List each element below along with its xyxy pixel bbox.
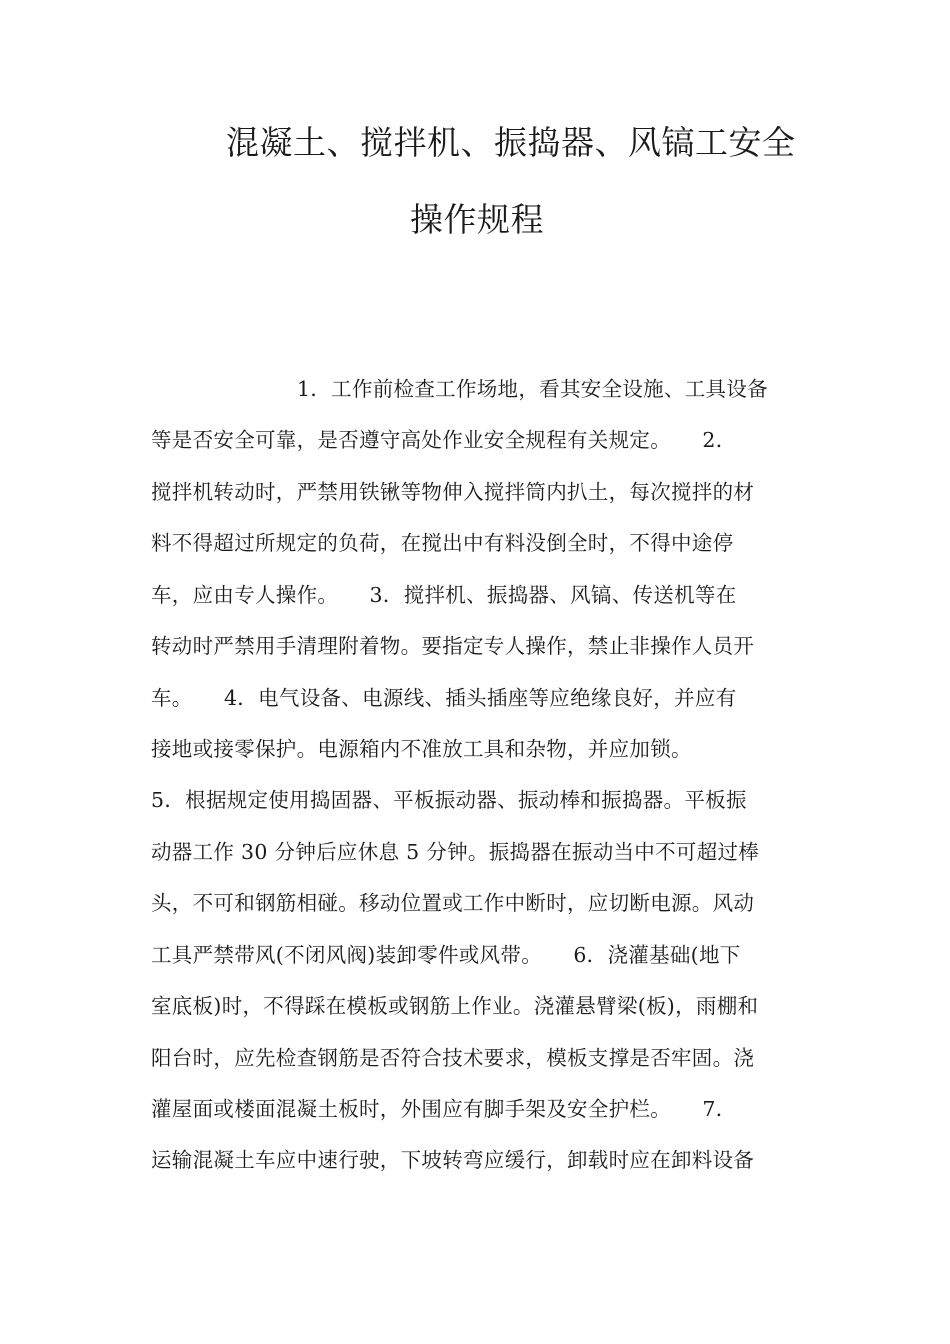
body-line-1: 1．工作前检查工作场地，看其安全设施、工具设备 [297,377,768,401]
body-line-13: 室底板)时，不得踩在模板或钢筋上作业。浇灌悬臂梁(板)，雨棚和 [151,994,759,1018]
body-line-16: 运输混凝土车应中速行驶，下坡转弯应缓行，卸载时应在卸料设备 [151,1148,755,1172]
body-line-4: 料不得超过所规定的负荷，在搅出中有料没倒全时，不得中途停 [151,531,734,555]
body-line-2: 等是否安全可靠，是否遵守高处作业安全规程有关规定。 2． [151,428,737,452]
body-line-10: 动器工作 30 分钟后应休息 5 分钟。振捣器在振动当中不可超过棒 [151,840,760,864]
body-line-15: 灌屋面或楼面混凝土板时，外围应有脚手架及安全护栏。 7． [151,1097,737,1121]
body-line-9: 5．根据规定使用捣固器、平板振动器、振动棒和振捣器。平板振 [151,788,747,812]
body-line-12: 工具严禁带风(不闭风阀)装卸零件或风带。 6．浇灌基础(地下 [151,943,741,967]
body-line-14: 阳台时，应先检查钢筋是否符合技术要求，模板支撑是否牢固。浇 [151,1046,755,1070]
document-title-line-1: 混凝土、搅拌机、振捣器、风镐工安全 [226,123,796,162]
body-line-5: 车，应由专人操作。 3．搅拌机、振捣器、风镐、传送机等在 [151,583,737,607]
document-title-line-2: 操作规程 [410,200,544,239]
body-line-11: 头，不可和钢筋相碰。移动位置或工作中断时，应切断电源。风动 [151,891,755,915]
body-line-8: 接地或接零保护。电源箱内不准放工具和杂物，并应加锁。 [151,737,692,761]
body-line-6: 转动时严禁用手清理附着物。要指定专人操作，禁止非操作人员开 [151,634,755,658]
body-line-7: 车。 4．电气设备、电源线、插头插座等应绝缘良好，并应有 [151,686,737,710]
body-line-3: 搅拌机转动时，严禁用铁锹等物伸入搅拌筒内扒土，每次搅拌的材 [151,480,755,504]
